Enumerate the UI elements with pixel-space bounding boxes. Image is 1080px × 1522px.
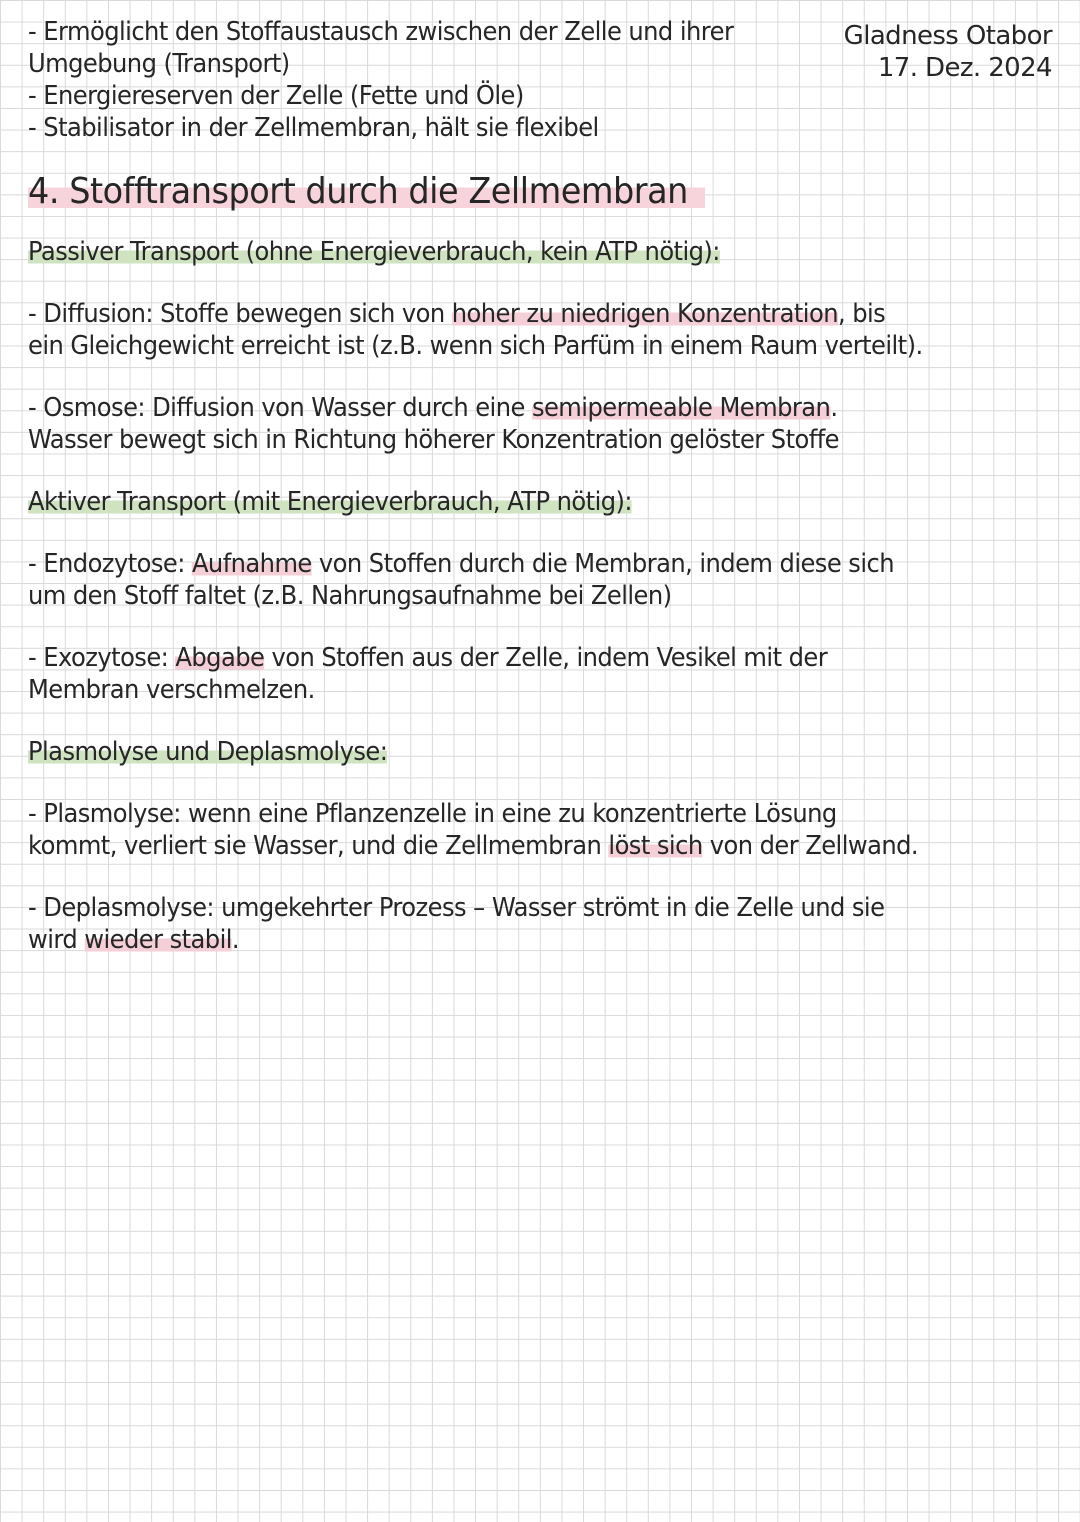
plasmolyse-line-1: - Plasmolyse: wenn eine Pflanzenzelle in eine zu konzentrierte Lösung bbox=[28, 799, 837, 829]
diffusion-line-1 bbox=[28, 298, 885, 330]
author-name: Gladness Otabor bbox=[843, 21, 1052, 51]
passive-transport-title bbox=[28, 236, 720, 268]
deplasmolyse-line-1: - Deplasmolyse: umgekehrter Prozess – Wasser strömt in die Zelle und sie bbox=[28, 893, 885, 923]
diffusion-line-2: ein Gleichgewicht erreicht ist (z.B. wenn sich Parfüm in einem Raum verteilt). bbox=[28, 331, 923, 361]
intro-line-4: - Stabilisator in der Zellmembran, hält sie flexibel bbox=[28, 113, 599, 143]
plasmolysis-title bbox=[28, 736, 387, 768]
endozytose-line-1 bbox=[28, 548, 894, 580]
plasmolyse-line-2 bbox=[28, 830, 918, 862]
active-transport-title bbox=[28, 486, 632, 518]
section-heading bbox=[28, 170, 705, 214]
osmose-line-1 bbox=[28, 392, 837, 424]
plasmolyse-highlight: löst sich bbox=[608, 831, 703, 861]
diffusion-highlight: hoher zu niedrigen Konzentration bbox=[451, 299, 838, 329]
intro-line-2: Umgebung (Transport) bbox=[28, 49, 290, 79]
active-transport-title-text: Aktiver Transport (mit Energieverbrauch, ATP nötig): bbox=[28, 487, 633, 517]
osmose-highlight: semipermeable Membran bbox=[531, 393, 831, 423]
deplasmolyse-text-post: . bbox=[231, 925, 240, 955]
osmose-text-post: . bbox=[830, 393, 838, 423]
section-heading-text: 4. Stofftransport durch die Zellmembran bbox=[28, 171, 705, 212]
endozytose-line-2: um den Stoff faltet (z.B. Nahrungsaufnahme bei Zellen) bbox=[28, 581, 672, 611]
endozytose-text-pre: - Endozytose: bbox=[28, 549, 192, 579]
exozytose-highlight: Abgabe bbox=[175, 643, 265, 673]
osmose-text-pre: - Osmose: Diffusion von Wasser durch eine bbox=[28, 393, 532, 423]
plasmolyse-text-pre: kommt, verliert sie Wasser, und die Zellmembran bbox=[28, 831, 609, 861]
diffusion-text-post: , bis bbox=[837, 299, 886, 329]
osmose-line-2: Wasser bewegt sich in Richtung höherer Konzentration gelöster Stoffe bbox=[28, 425, 839, 455]
passive-transport-title-text: Passiver Transport (ohne Energieverbrauch, kein ATP nötig): bbox=[28, 237, 720, 267]
plasmolysis-title-text: Plasmolyse und Deplasmolyse: bbox=[28, 737, 388, 767]
exozytose-line-2: Membran verschmelzen. bbox=[28, 675, 315, 705]
deplasmolyse-highlight: wieder stabil bbox=[84, 925, 232, 955]
diffusion-text-pre: - Diffusion: Stoffe bewegen sich von bbox=[28, 299, 452, 329]
exozytose-text-post: von Stoffen aus der Zelle, indem Vesikel mit der bbox=[264, 643, 828, 673]
deplasmolyse-line-2 bbox=[28, 924, 239, 956]
intro-line-3: - Energiereserven der Zelle (Fette und Öle) bbox=[28, 81, 524, 111]
exozytose-text-pre: - Exozytose: bbox=[28, 643, 176, 673]
exozytose-line-1 bbox=[28, 642, 827, 674]
plasmolyse-text-post: von der Zellwand. bbox=[702, 831, 919, 861]
deplasmolyse-text-pre: wird bbox=[28, 925, 85, 955]
note-date: 17. Dez. 2024 bbox=[877, 53, 1052, 83]
endozytose-text-post: von Stoffen durch die Membran, indem diese sich bbox=[311, 549, 894, 579]
intro-line-1: - Ermöglicht den Stoffaustausch zwischen der Zelle und ihrer bbox=[28, 17, 734, 47]
endozytose-highlight: Aufnahme bbox=[191, 549, 312, 579]
